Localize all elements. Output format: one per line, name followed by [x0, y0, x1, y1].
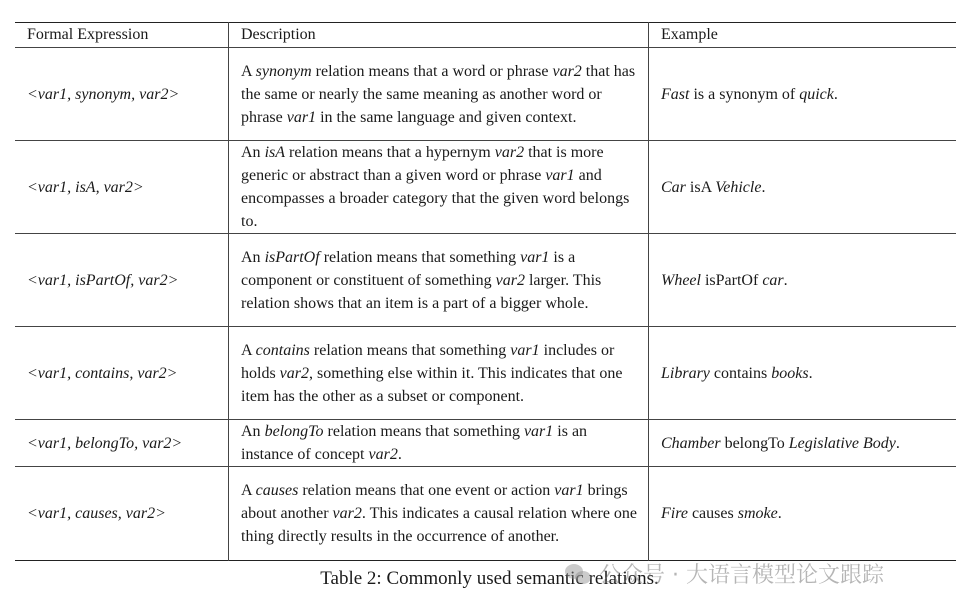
- text-segment: An: [241, 423, 265, 440]
- watermark-text: 公众号 · 大语言模型论文跟踪: [599, 563, 884, 588]
- italic-term: smoke: [737, 505, 778, 522]
- text-segment: relation means that something: [309, 341, 511, 359]
- italic-term: var1: [545, 167, 575, 184]
- italic-term: Chamber: [661, 434, 721, 452]
- italic-term: car: [762, 271, 784, 289]
- italic-term: var2: [552, 62, 582, 80]
- description-cell: [229, 327, 649, 420]
- expression-text: <var1, belongTo, var2>: [27, 434, 183, 452]
- italic-term: causes: [255, 482, 299, 499]
- text-segment: , something else within it. This indicates that one item has the other as a subset or component.: [241, 364, 623, 405]
- text-segment: causes: [687, 505, 738, 522]
- text-segment: isA: [685, 178, 716, 196]
- text-segment: in the same language and given context.: [316, 108, 577, 126]
- italic-term: isA: [264, 144, 286, 161]
- text-segment: relation means that one event or action: [298, 482, 555, 499]
- italic-term: var1: [523, 423, 554, 440]
- text-segment: relation means that something: [323, 423, 524, 440]
- italic-term: Library: [661, 364, 710, 382]
- text-segment: .: [777, 505, 782, 522]
- italic-term: var2: [332, 505, 362, 522]
- text-segment: is an instance of concept: [241, 423, 588, 463]
- expression-text: <var1, isPartOf, var2>: [27, 271, 179, 289]
- italic-term: var1: [554, 482, 584, 499]
- table-row: [15, 48, 956, 141]
- text-segment: A: [241, 341, 256, 359]
- semantic-relations-table: [15, 22, 956, 561]
- italic-term: var2: [279, 364, 309, 382]
- table-row: [15, 234, 956, 327]
- text-segment: larger. This relation shows that an item is a part of a bigger whole.: [241, 271, 602, 312]
- table-row: [15, 327, 956, 420]
- text-segment: .: [761, 178, 766, 196]
- italic-term: var1: [510, 341, 540, 359]
- text-segment: A: [241, 62, 256, 80]
- example-cell: [649, 467, 957, 561]
- italic-term: belongTo: [264, 423, 324, 440]
- italic-term: Fire: [661, 505, 688, 522]
- text-segment: that has the same or nearly the same meaning as another word or phrase: [241, 62, 636, 126]
- italic-term: Wheel: [661, 271, 701, 289]
- table-header-row: [15, 23, 956, 48]
- text-segment: .: [397, 446, 402, 463]
- italic-term: books: [771, 364, 809, 382]
- expression-cell: [15, 48, 229, 141]
- expression-cell: [15, 420, 229, 467]
- italic-term: var2: [495, 271, 525, 289]
- italic-term: Vehicle: [715, 178, 762, 196]
- text-segment: A: [241, 482, 256, 499]
- table-container: [15, 22, 956, 561]
- italic-term: quick: [799, 85, 834, 103]
- description-cell: [229, 234, 649, 327]
- text-segment: .: [895, 434, 900, 452]
- text-segment: . This indicates a causal relation where one thing directly results in the occurrence of another.: [241, 505, 638, 545]
- description-cell: [229, 141, 649, 234]
- table-row: [15, 467, 956, 561]
- text-segment: .: [783, 271, 788, 289]
- expression-text: <var1, causes, var2>: [27, 505, 166, 522]
- text-segment: contains: [709, 364, 772, 382]
- italic-term: contains: [255, 341, 310, 359]
- header-formal-expression: Formal Expression: [15, 23, 229, 48]
- expression-text: <var1, isA, var2>: [27, 178, 144, 196]
- text-segment: An: [241, 144, 265, 161]
- expression-cell: [15, 141, 229, 234]
- description-cell: [229, 48, 649, 141]
- text-segment: belongTo: [720, 434, 789, 452]
- text-segment: brings about another: [241, 482, 628, 522]
- text-segment: that is more generic or abstract than a given word or phrase: [241, 144, 604, 184]
- expression-cell: [15, 234, 229, 327]
- text-segment: relation means that a word or phrase: [311, 62, 553, 80]
- text-segment: and encompasses a broader category that the given word belongs to.: [241, 167, 630, 230]
- description-cell: [229, 467, 649, 561]
- text-segment: includes or holds: [241, 341, 615, 382]
- watermark: [565, 558, 884, 589]
- italic-term: Legislative Body: [788, 434, 896, 452]
- text-segment: An: [241, 248, 265, 266]
- example-cell: [649, 234, 957, 327]
- italic-term: Fast: [661, 85, 690, 103]
- italic-term: isPartOf: [264, 248, 320, 266]
- italic-term: var1: [520, 248, 550, 266]
- expression-cell: [15, 467, 229, 561]
- table-row: [15, 420, 956, 467]
- example-cell: [649, 48, 957, 141]
- text-segment: is a component or constituent of something: [241, 248, 576, 289]
- example-cell: [649, 420, 957, 467]
- text-segment: .: [833, 85, 838, 103]
- table-row: [15, 141, 956, 234]
- example-cell: [649, 327, 957, 420]
- expression-cell: [15, 327, 229, 420]
- italic-term: var2: [494, 144, 525, 161]
- italic-term: synonym: [255, 62, 312, 80]
- header-description: Description: [229, 23, 649, 48]
- italic-term: var1: [286, 108, 317, 126]
- expression-text: <var1, contains, var2>: [27, 364, 178, 382]
- text-segment: is a synonym of: [689, 85, 800, 103]
- text-segment: relation means that something: [319, 248, 521, 266]
- header-example: Example: [649, 23, 957, 48]
- text-segment: .: [808, 364, 813, 382]
- table-caption: Table 2: Commonly used semantic relations.: [320, 568, 659, 589]
- italic-term: Car: [661, 178, 686, 196]
- description-cell: [229, 420, 649, 467]
- italic-term: var2: [368, 446, 398, 463]
- example-cell: [649, 141, 957, 234]
- wechat-icon: [565, 562, 593, 586]
- text-segment: relation means that a hypernym: [285, 144, 495, 161]
- text-segment: isPartOf: [700, 271, 763, 289]
- expression-text: <var1, synonym, var2>: [27, 85, 180, 103]
